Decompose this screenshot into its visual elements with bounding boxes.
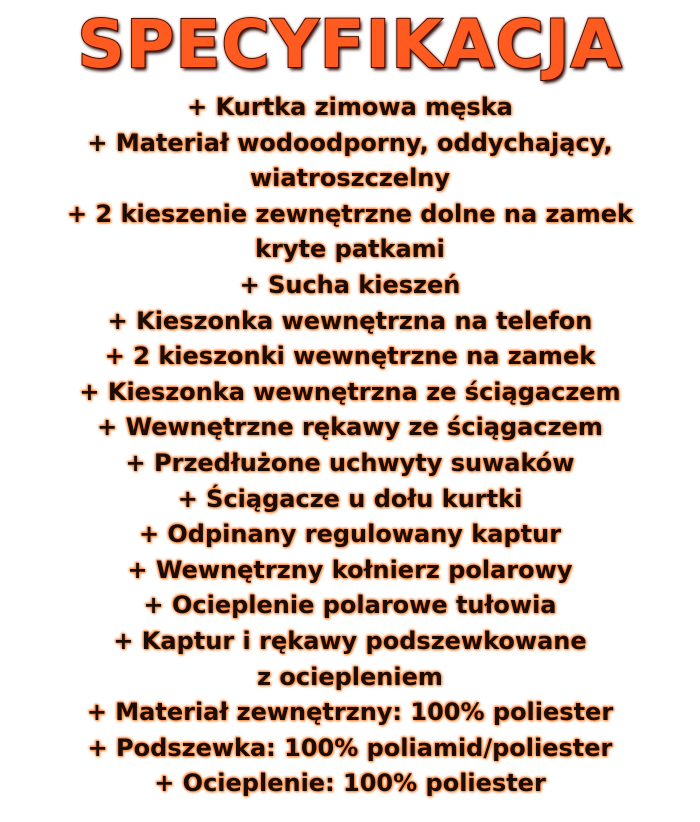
spec-line: + Wewnętrzny kołnierz polarowy [127, 555, 573, 584]
spec-line: + Kieszonka wewnętrzna na telefon [107, 306, 593, 335]
spec-line: + Kieszonka wewnętrzna ze ściągaczem [79, 377, 621, 406]
spec-line: + Wewnętrzne rękawy ze ściągaczem [97, 413, 603, 442]
spec-line: + Przedłużone uchwyty suwaków [125, 448, 575, 477]
spec-line: + Kaptur i rękawy podszewkowane [113, 626, 587, 655]
spec-list [0, 90, 700, 802]
spec-line: + Ocieplenie: 100% poliester [154, 769, 546, 798]
spec-line: + Odpinany regulowany kaptur [138, 520, 562, 549]
spec-line: + Sucha kieszeń [239, 270, 461, 299]
spec-line: + Materiał wodoodporny, oddychający, [87, 128, 613, 157]
spec-line: + 2 kieszenie zewnętrzne dolne na zamek [67, 199, 633, 228]
page-title: SPECYFIKACJA [77, 6, 623, 83]
spec-line: + Podszewka: 100% poliamid/poliester [87, 733, 613, 762]
spec-line: + Ściągacze u dołu kurtki [177, 484, 523, 513]
spec-line: + Kurtka zimowa męska [187, 93, 513, 121]
spec-line: + 2 kieszonki wewnętrzne na zamek [104, 342, 596, 371]
spec-line: kryte patkami [255, 235, 445, 264]
spec-line: + Ocieplenie polarowe tułowia [143, 591, 557, 620]
spec-line: z ociepleniem [257, 662, 443, 691]
spec-line: + Materiał zewnętrzny: 100% poliester [86, 698, 614, 727]
spec-line: wiatroszczelny [249, 164, 451, 193]
